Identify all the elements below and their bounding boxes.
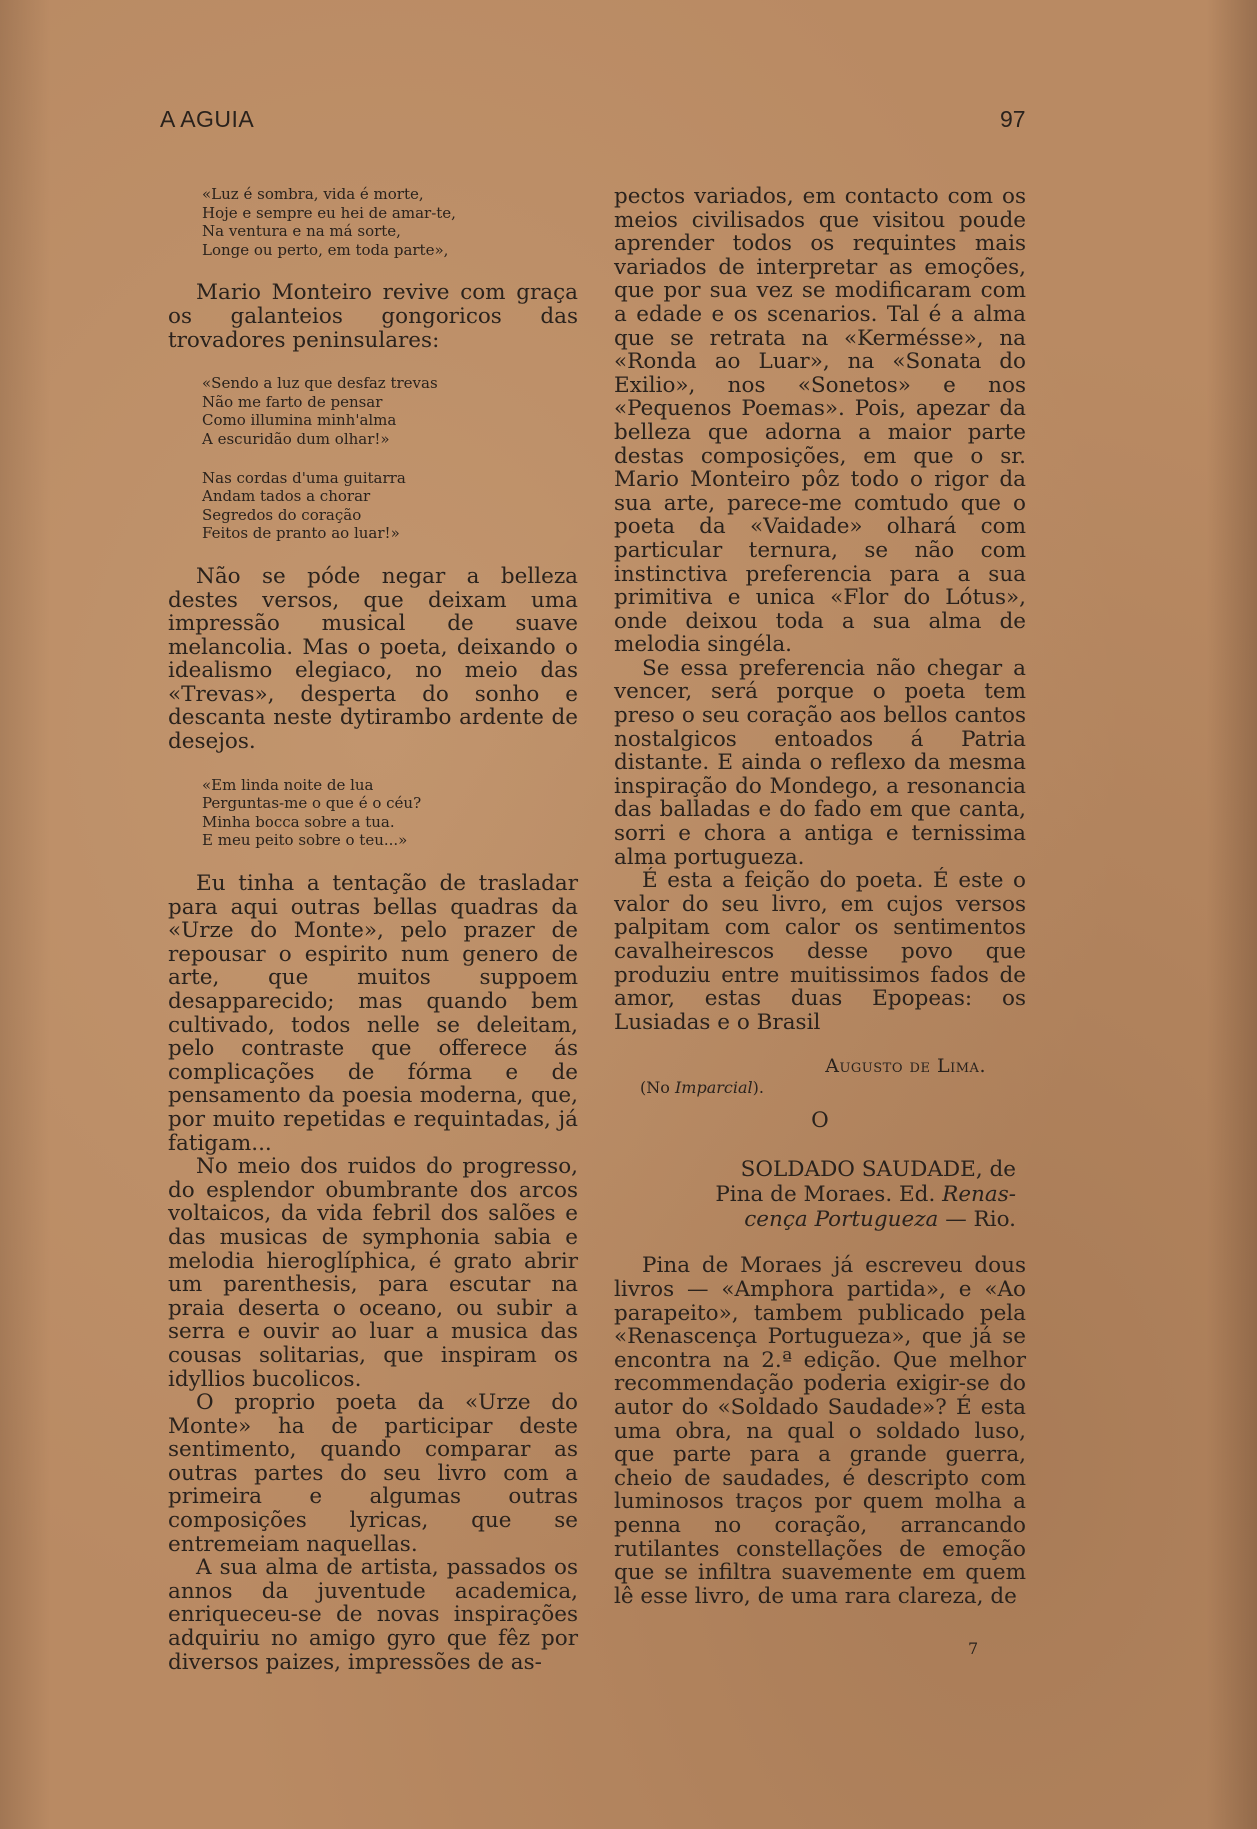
verse-line: Minha bocca sobre a tua. [202,812,395,831]
signature-mark: 7 [968,1639,979,1658]
prose-block [168,565,578,754]
poem-stanza-2 [168,374,578,448]
verse-line: «Luz é sombra, vida é morte, [202,185,424,203]
paragraph: No meio dos ruidos do progresso, do esplendor obumbrante dos arcos voltaicos, da vida febril dos salões e das musicas de symphonia sabia e melodia hieroglíphica, é grato abrir um parenthesis, para escutar na praia deserta o oceano, ou subir a serra e ouvir ao luar a musica das cousas solitarias, que inspiram os idyllios bucolicos. [168,1154,578,1392]
paragraph: Se essa preferencia não chegar a vencer, será porque o poeta tem preso o seu coração aos bellos cantos nostalgicos entoados á Patria distante. E ainda o reflexo da mesma inspiração do Mondego, a resonancia das balladas e do fado em que canta, sorri e chora a antiga e ternissima alma portugueza. [614,655,1026,870]
verse-line: Andam tados a chorar [202,487,371,506]
verse-line: «Em linda noite de lua [202,775,374,794]
paragraph: Mario Monteiro revive com graça os galanteios gongoricos das trovadores peninsulares: [168,280,578,353]
paragraph: A sua alma de artista, passados os annos da juventude academica, enriqueceu-se de novas inspirações adquiriu no amigo gyro que fêz por diversos paizes, impressões de as- [168,1555,578,1675]
paragraph: O proprio poeta da «Urze do Monte» ha de participar deste sentimento, quando comparar as outras partes do seu livro com a primeira e algumas outras composições lyricas, que se entremeiam naquellas. [168,1390,578,1557]
poem-stanza-4 [168,776,578,850]
paragraph: pectos variados, em contacto com os meios civilisados que visitou poude aprender todos os requintes mais variados de interpretar as emoções, que por sua vez se modificaram com a edade e os scenarios. Tal é a alma que se retrata na «Kermésse», na «Ronda ao Luar», na «Sonata do Exilio», nos «Sonetos» e nos «Pequenos Poemas». Pois, apezar da belleza que adorna a maior parte destas composições, em que o sr. Mario Monteiro pôz todo o rigor da sua arte, parece-me comtudo que o poeta da «Vaidade» olhará com particular ternura, se não com instinctiva preferencia para a sua primitiva e unica «Flor do Lótus», onde deixou toda a sua alma de melodia singéla. [614,184,1026,658]
verse-line: Na ventura e na má sorte, [202,222,401,241]
left-column [168,185,578,1674]
verse-line: Não me farto de pensar [202,392,383,411]
prose-block [614,185,1026,1034]
source-name: Imparcial [674,1078,753,1098]
source-suffix: ). [752,1078,764,1098]
verse-line: Perguntas-me o que é o céu? [202,794,422,813]
verse-line: Feitos de pranto ao luar!» [202,524,400,543]
prose-block [168,281,578,352]
paragraph: É esta a feição do poeta. É este o valor do seu livro, em cujos versos palpitam com calor os sentimentos cavalheirescos desse povo que produziu entre muitissimos fados de amor, estas duas Epopeas: os Lusiadas e o Brasil [614,868,1026,1035]
verse-line: Nas cordas d'uma guitarra [202,468,406,487]
verse-line: Longe ou perto, em toda parte», [202,240,449,259]
page-number: 97 [1000,106,1026,132]
review-title-line: Pina de Moraes. Ed. Renas- [715,1182,1016,1208]
review-heading [614,1157,1026,1232]
verse-line: Como illumina minh'alma [202,411,397,430]
review-article: O [811,1108,829,1134]
review-title-line: cença Portugueza — Rio. [744,1207,1016,1233]
prose-block [168,872,578,1674]
verse-line: E meu peito sobre o teu...» [202,831,408,850]
paragraph: Não se póde negar a belleza destes versos, que deixam uma impressão musical de suave melancolia. Mas o poeta, deixando o idealismo elegiaco, no meio das «Trevas», desperta do sonho e descanta neste dytirambo ardente de desejos. [168,563,578,755]
verse-line: Hoje e sempre eu hei de amar-te, [202,203,456,222]
verse-line: A escuridão dum olhar!» [202,429,390,448]
paragraph: Eu tinha a tentação de trasladar para aqui outras bellas quadras da «Urze do Monte», pelo prazer de repousar o espirito num genero de arte, que muitos suppoem desapparecido; mas quando bem cultivado, todos nelle se deleitam, pelo contraste que offerece ás complicações de fórma e de pensamento da poesia moderna, que, por muito repetidas e requintadas, já fatigam... [168,871,578,1156]
paragraph: Pina de Moraes já escreveu dous livros — «Amphora partida», e «Ao parapeito», tambem publicado pela «Renascença Portugueza», que já se encontra na 2.ª edição. Que melhor recommendação poderia exigir-se do autor do «Soldado Saudade»? É esta uma obra, na qual o soldado luso, que parte para a grande guerra, cheio de saudades, é descripto com luminosos traços por quem molha a penna no coração, arrancando rutilantes constellações de emoção que se infiltra suavemente em quem lê esse livro, de uma rara clareza, de [614,1253,1026,1609]
verse-line: Segredos do coração [202,505,362,524]
verse-line: «Sendo a luz que desfaz trevas [202,374,438,393]
right-column [614,185,1026,1608]
poem-stanza-1 [168,185,578,259]
running-title: A AGUIA [160,106,255,132]
source-note [640,1078,1026,1097]
source-prefix: (No [640,1078,675,1098]
review-title-line: SOLDADO SAUDADE, de [740,1157,1016,1183]
author-signature: Augusto de Lima. [825,1055,986,1078]
poem-stanza-3 [168,469,578,543]
prose-block [614,1254,1026,1608]
